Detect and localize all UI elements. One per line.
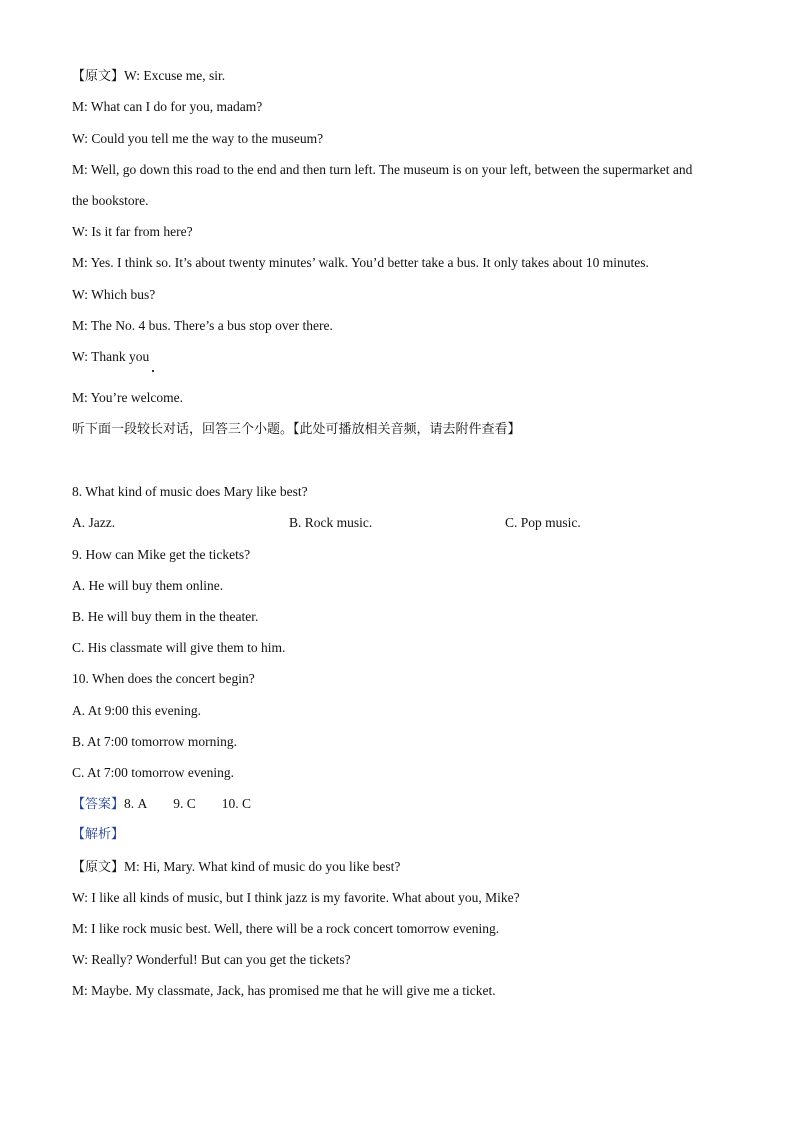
- question-8-option-a: A. Jazz.: [72, 515, 116, 530]
- transcript1-line-8: W: Which bus?: [72, 287, 156, 302]
- question-8: 8. What kind of music does Mary like best?: [72, 484, 308, 499]
- transcript1-line-11: M: You’re welcome.: [72, 390, 183, 405]
- question-9-option-a: A. He will buy them online.: [72, 578, 224, 593]
- transcript2-line-2: W: I like all kinds of music, but I think jazz is my favorite. What about you, Mike?: [72, 890, 520, 905]
- transcript1-line-9: M: The No. 4 bus. There’s a bus stop over there.: [72, 318, 333, 333]
- question-9-option-b: B. He will buy them in the theater.: [72, 609, 259, 624]
- transcript2-line-3: M: I like rock music best. Well, there will be a rock concert tomorrow evening.: [72, 921, 500, 936]
- question-8-option-c: C. Pop music.: [505, 515, 581, 530]
- transcript1-line-10: W: Thank you: [72, 349, 150, 364]
- transcript1-line-6: W: Is it far from here?: [72, 224, 193, 239]
- transcript1-line-2: M: What can I do for you, madam?: [72, 99, 263, 114]
- stray-dot-mark: [152, 370, 154, 372]
- transcript1-line-4: M: Well, go down this road to the end and then turn left. The museum is on your left, between the supermarket and: [72, 162, 693, 177]
- transcript2-line-text: M: Hi, Mary. What kind of music do you like best?: [124, 859, 401, 874]
- answer-value-9: 9. C: [173, 796, 196, 811]
- analysis-tag: 【解析】: [72, 827, 125, 842]
- question-8-option-b: B. Rock music.: [289, 515, 373, 530]
- transcript1-line-3: W: Could you tell me the way to the museum?: [72, 131, 324, 146]
- answer-value-10: 10. C: [221, 796, 252, 811]
- transcript2-line-4: W: Really? Wonderful! But can you get the tickets?: [72, 952, 351, 967]
- answer-value-8: 8. A: [124, 796, 148, 811]
- answer-line: [72, 796, 251, 813]
- question-10: 10. When does the concert begin?: [72, 671, 255, 686]
- question-9-option-c: C. His classmate will give them to him.: [72, 640, 286, 655]
- transcript1-line-5: the bookstore.: [72, 193, 149, 208]
- question-10-option-b: B. At 7:00 tomorrow morning.: [72, 734, 237, 749]
- question-10-option-a: A. At 9:00 this evening.: [72, 703, 201, 718]
- question-9: 9. How can Mike get the tickets?: [72, 547, 251, 562]
- transcript2-line-5: M: Maybe. My classmate, Jack, has promised me that he will give me a ticket.: [72, 983, 496, 998]
- transcript1-line-1: [72, 68, 225, 85]
- listening-instruction: 听下面一段较长对话，回答三个小题。【此处可播放相关音频，请去附件查看】: [72, 422, 521, 437]
- transcript1-line-7: M: Yes. I think so. It’s about twenty minutes’ walk. You’d better take a bus. It only takes about 10 minutes.: [72, 255, 649, 270]
- transcript1-tag: 【原文】: [72, 69, 125, 84]
- answer-tag: 【答案】: [72, 797, 125, 812]
- transcript2-tag: 【原文】: [72, 860, 125, 875]
- question-10-option-c: C. At 7:00 tomorrow evening.: [72, 765, 234, 780]
- transcript2-line-1: [72, 859, 400, 876]
- transcript1-line-text: W: Excuse me, sir.: [124, 68, 226, 83]
